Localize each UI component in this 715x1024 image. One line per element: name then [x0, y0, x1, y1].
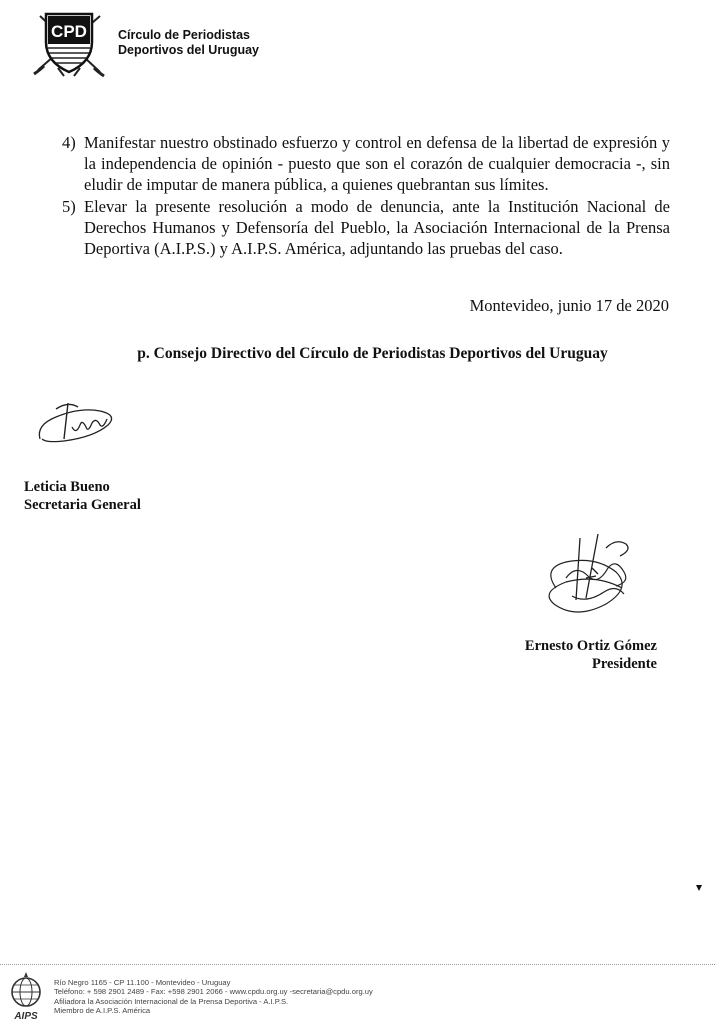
list-item	[62, 196, 670, 259]
item-number: 4)	[62, 133, 76, 152]
signatory-secretary	[24, 478, 141, 514]
document-date: Montevideo, junio 17 de 2020	[469, 296, 669, 315]
item-number: 5)	[62, 197, 76, 216]
organization-name-line1: Círculo de Periodistas	[118, 28, 250, 42]
footer-membership: Miembro de A.I.P.S. América	[54, 1006, 151, 1016]
svg-text:AIPS: AIPS	[14, 1011, 38, 1022]
signature-icon	[34, 395, 126, 453]
footer-address: Río Negro 1165 - CP 11.100 - Montevideo - Uruguay	[54, 978, 231, 987]
signatory-name: Ernesto Ortiz Gómez	[524, 638, 657, 654]
list-item	[62, 132, 670, 195]
signatory-name: Leticia Bueno	[24, 479, 110, 495]
cpdu-shield-logo-icon	[28, 8, 110, 80]
council-line: p. Consejo Directivo del Círculo de Periodistas Deportivos del Uruguay	[137, 345, 608, 362]
signatory-title: Presidente	[592, 656, 657, 672]
scan-mark-icon	[695, 884, 703, 892]
aips-globe-logo-icon	[6, 970, 46, 1022]
footer-divider	[0, 964, 715, 965]
organization-name-line2: Deportivos del Uruguay	[118, 43, 259, 57]
footer-phone-web: Teléfono: + 598 2901 2489 - Fax: +598 2901 2066 - www.cpdu.org.uy -secretaria@cpdu.org.uy	[54, 987, 373, 997]
organization-name	[118, 28, 259, 58]
footer-contact	[54, 978, 373, 1016]
signatory-president	[525, 637, 657, 673]
resolution-list	[62, 132, 670, 259]
item-text: Manifestar nuestro obstinado esfuerzo y control en defensa de la libertad de expresión y la independencia de opinión - puesto que son el corazón de cualquier democracia -, sin eludir de imputar de manera pública, a quienes quebrantan sus límites.	[84, 133, 670, 194]
signatory-title: Secretaria General	[24, 497, 141, 513]
svg-text:CPD: CPD	[51, 22, 87, 41]
footer-affiliation: Afiliadora la Asociación Internacional de la Prensa Deportiva - A.I.P.S.	[54, 996, 289, 1006]
item-text: Elevar la presente resolución a modo de denuncia, ante la Institución Nacional de Derechos Humanos y Defensoría del Pueblo, la Asociación Internacional de la Prensa Deportiva (A.I.P.S.) y A.I.P.S. América, adjuntando las pruebas del caso.	[84, 197, 670, 258]
signature-icon	[536, 528, 644, 624]
